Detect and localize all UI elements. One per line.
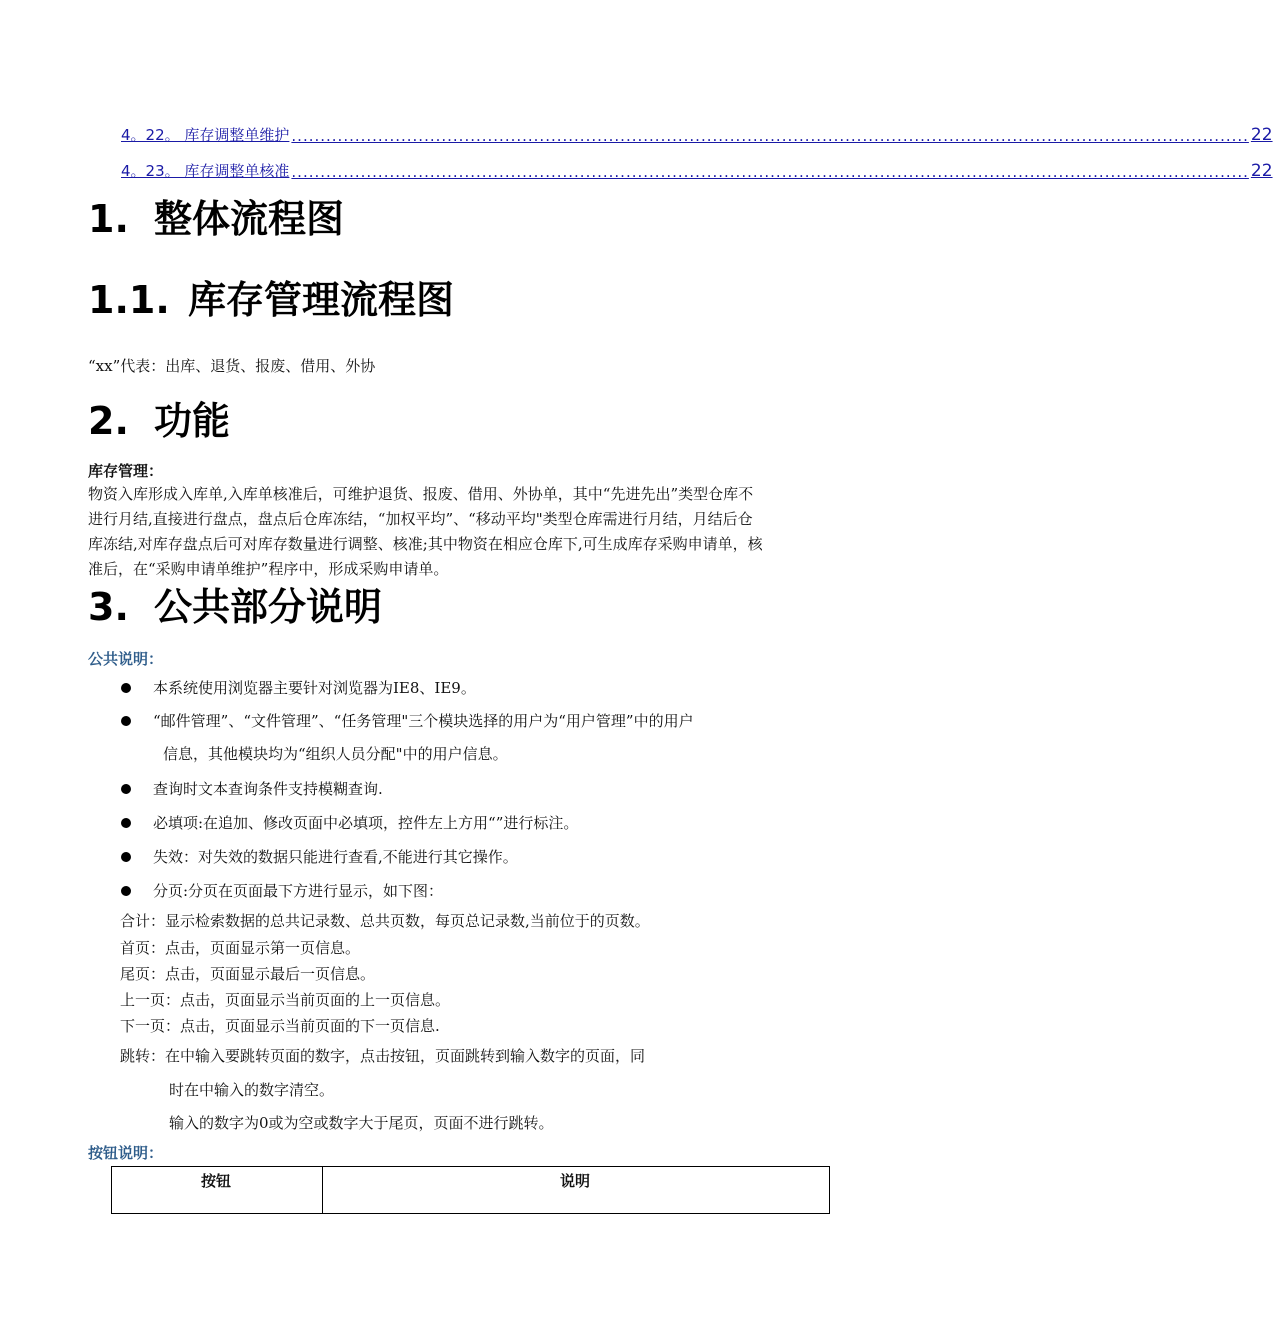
heading-text: 整体流程图 [154,197,345,241]
table-header-cell: 按钮 [201,1172,232,1190]
toc-leader-dots: ...................................................................................................................................................................... [291,127,1249,145]
bullet-icon [121,683,131,693]
heading-number: 2. [88,399,129,443]
function-paragraph [88,482,858,582]
paging-line: 合计：显示检索数据的总共记录数、总共页数，每页总记录数,当前位于的页数。 [120,912,650,930]
heading-text: 库存管理流程图 [188,278,455,322]
heading-1-1 [88,277,454,323]
button-description-table [111,1166,830,1214]
table-header-cell: 说明 [560,1172,591,1190]
list-item-text: 查询时文本查询条件支持模糊查询. [153,780,383,798]
list-item-text: 分页:分页在页面最下方进行显示，如下图： [153,882,444,900]
paragraph-line: 库冻结,对库存盘点后可对库存数量进行调整、核准;其中物资在相应仓库下,可生成库存采购申请单，核 [88,535,763,553]
toc-entry-page[interactable]: 22 [1250,125,1273,145]
list-item-text: 失效：对失效的数据只能进行查看,不能进行其它操作。 [153,848,518,866]
section-label: 库存管理： [88,462,164,480]
note-text: “xx”代表：出库、退货、报废、借用、外协 [88,357,376,375]
list-item-text: “邮件管理”、“文件管理”、“任务管理"三个模块选择的用户为“用户管理”中的用户 [153,712,694,730]
paging-line: 首页：点击，页面显示第一页信息。 [120,939,361,957]
table-column [112,1167,323,1213]
section-label: 按钮说明： [88,1144,164,1162]
heading-text: 公共部分说明 [154,585,383,629]
paging-line: 尾页：点击，页面显示最后一页信息。 [120,965,376,983]
paging-line: 跳转：在中输入要跳转页面的数字，点击按钮，页面跳转到输入数字的页面，同 [120,1047,646,1065]
paragraph-line: 进行月结,直接进行盘点，盘点后仓库冻结，“加权平均”、“移动平均"类型仓库需进行月结，月结后仓 [88,510,753,528]
paging-line: 上一页：点击，页面显示当前页面的上一页信息。 [120,991,451,1009]
paging-continuation: 时在中输入的数字清空。 [169,1081,335,1099]
toc-entry[interactable] [121,123,1273,145]
bullet-icon [121,716,131,726]
bullet-icon [121,818,131,828]
section-label: 公共说明： [88,650,164,668]
paragraph-line: 准后，在“采购申请单维护”程序中，形成采购申请单。 [88,560,449,578]
list-item-text: 本系统使用浏览器主要针对浏览器为IE8、IE9。 [153,679,476,697]
paging-continuation: 输入的数字为0或为空或数字大于尾页，页面不进行跳转。 [169,1114,554,1132]
heading-1 [88,196,344,242]
toc-entry-title[interactable]: 4。22。 库存调整单维护 [121,126,290,144]
bullet-icon [121,784,131,794]
heading-text: 功能 [154,399,231,443]
paging-line: 下一页：点击，页面显示当前页面的下一页信息. [120,1017,440,1035]
bullet-icon [121,886,131,896]
heading-number: 3. [88,585,129,629]
toc-entry-title[interactable]: 4。23。 库存调整单核准 [121,162,290,180]
bullet-icon [121,852,131,862]
toc-entry[interactable] [121,159,1273,181]
toc-leader-dots: ...................................................................................................................................................................... [291,163,1249,181]
toc-entry-page[interactable]: 22 [1250,161,1273,181]
list-item-text: 必填项:在追加、修改页面中必填项，控件左上方用“”进行标注。 [153,814,579,832]
paragraph-line: 物资入库形成入库单,入库单核准后，可维护退货、报废、借用、外协单，其中“先进先出”类型仓库不 [88,485,754,503]
heading-number: 1. [88,197,129,241]
list-item-continuation: 信息，其他模块均为“组织人员分配"中的用户信息。 [163,745,508,763]
heading-2 [88,398,230,444]
heading-3 [88,584,382,630]
heading-number: 1.1. [88,278,170,322]
